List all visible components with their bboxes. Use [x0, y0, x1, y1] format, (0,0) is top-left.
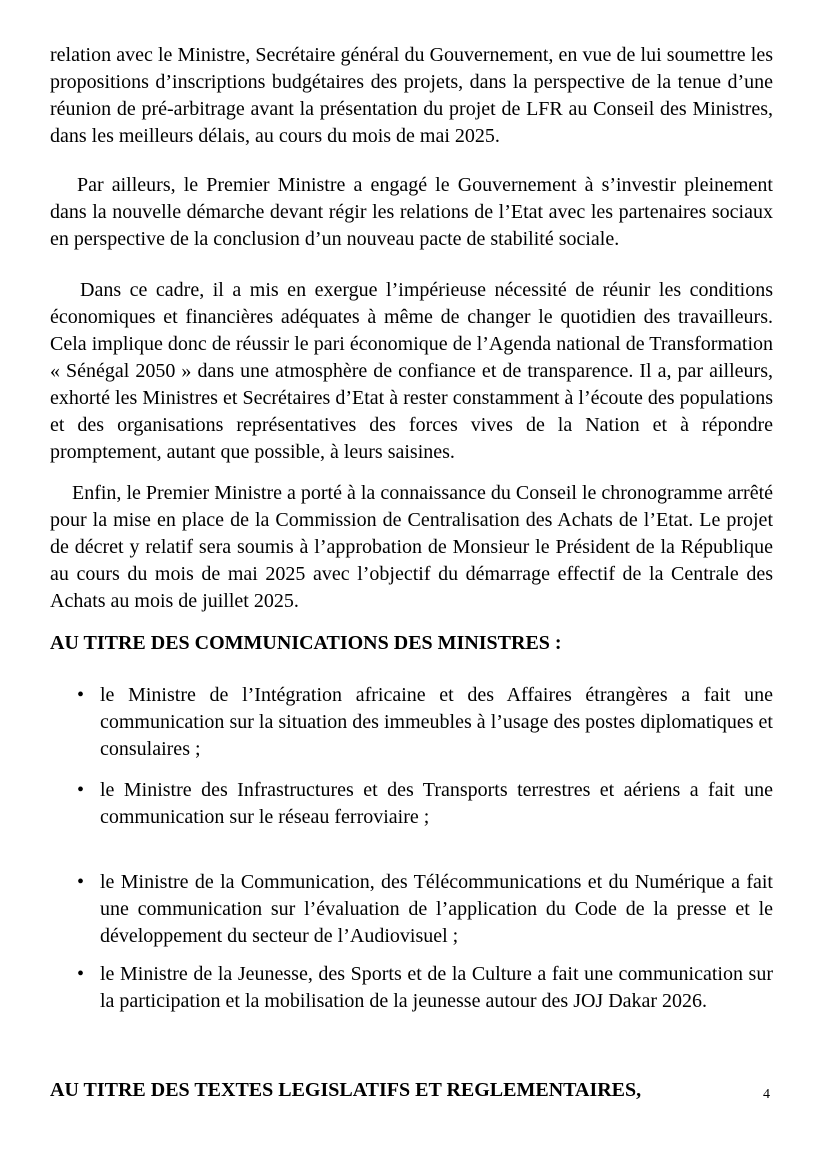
list-item-text: le Ministre de la Jeunesse, des Sports et de la Culture a fait une communication sur la participation et la mobilisation de la jeunesse autour des JOJ Dakar 2026.	[100, 963, 773, 1012]
list-item-integration-africaine	[50, 682, 773, 763]
bullet-icon: •	[77, 963, 85, 985]
list-item-jeunesse-sports	[50, 961, 773, 1015]
paragraph-budget-lfr: relation avec le Ministre, Secrétaire général du Gouvernement, en vue de lui soumettre les propositions d’inscriptions budgétaires des projets, dans la perspective de la tenue d’une réunion de pré-arbitrage avant la présentation du projet de LFR au Conseil des Ministres, dans les meilleurs délais, au cours du mois de mai 2025.	[50, 44, 773, 147]
bullet-icon: •	[77, 871, 85, 893]
list-item-text: le Ministre de l’Intégration africaine et des Affaires étrangères a fait une communication sur la situation des immeubles à l’usage des postes diplomatiques et consulaires ;	[100, 684, 773, 760]
list-item-text: le Ministre de la Communication, des Télécommunications et du Numérique a fait une communication sur l’évaluation de l’application du Code de la presse et le développement du secteur de l’Audiovisuel ;	[100, 871, 773, 947]
list-item-communication-numerique	[50, 869, 773, 950]
paragraph-centrale-achats: Enfin, le Premier Ministre a porté à la connaissance du Conseil le chronogramme arrêté pour la mise en place de la Commission de Centralisation des Achats de l’Etat. Le projet de décret y relatif sera soumis à l’approbation de Monsieur le Président de la République au cours du mois de mai 2025 avec l’objectif du démarrage effectif de la Centrale des Achats au mois de juillet 2025.	[50, 482, 773, 612]
page-number: 4	[763, 1087, 770, 1102]
bullet-icon: •	[77, 779, 85, 801]
paragraph-senegal-2050: Dans ce cadre, il a mis en exergue l’impérieuse nécessité de réunir les conditions économiques et financières adéquates à même de changer le quotidien des travailleurs. Cela implique donc de réussir le pari économique de l’Agenda national de Transformation « Sénégal 2050 » dans une atmosphère de confiance et de transparence. Il a, par ailleurs, exhorté les Ministres et Secrétaires d’Etat à rester constamment à l’écoute des populations et des organisations représentatives des forces vives de la Nation et à répondre promptement, autant que possible, à leurs saisines.	[50, 279, 773, 463]
bullet-icon: •	[77, 684, 85, 706]
section-heading-communications: AU TITRE DES COMMUNICATIONS DES MINISTRES :	[50, 632, 562, 654]
ministers-communications-list	[50, 682, 773, 1015]
section-heading-textes-legislatifs: AU TITRE DES TEXTES LEGISLATIFS ET REGLEMENTAIRES,	[50, 1079, 642, 1101]
list-item-infrastructures	[50, 777, 773, 831]
list-item-text: le Ministre des Infrastructures et des Transports terrestres et aériens a fait une communication sur le réseau ferroviaire ;	[100, 779, 773, 828]
paragraph-partenaires-sociaux: Par ailleurs, le Premier Ministre a engagé le Gouvernement à s’investir pleinement dans la nouvelle démarche devant régir les relations de l’Etat avec les partenaires sociaux en perspective de la conclusion d’un nouveau pacte de stabilité sociale.	[50, 174, 773, 250]
